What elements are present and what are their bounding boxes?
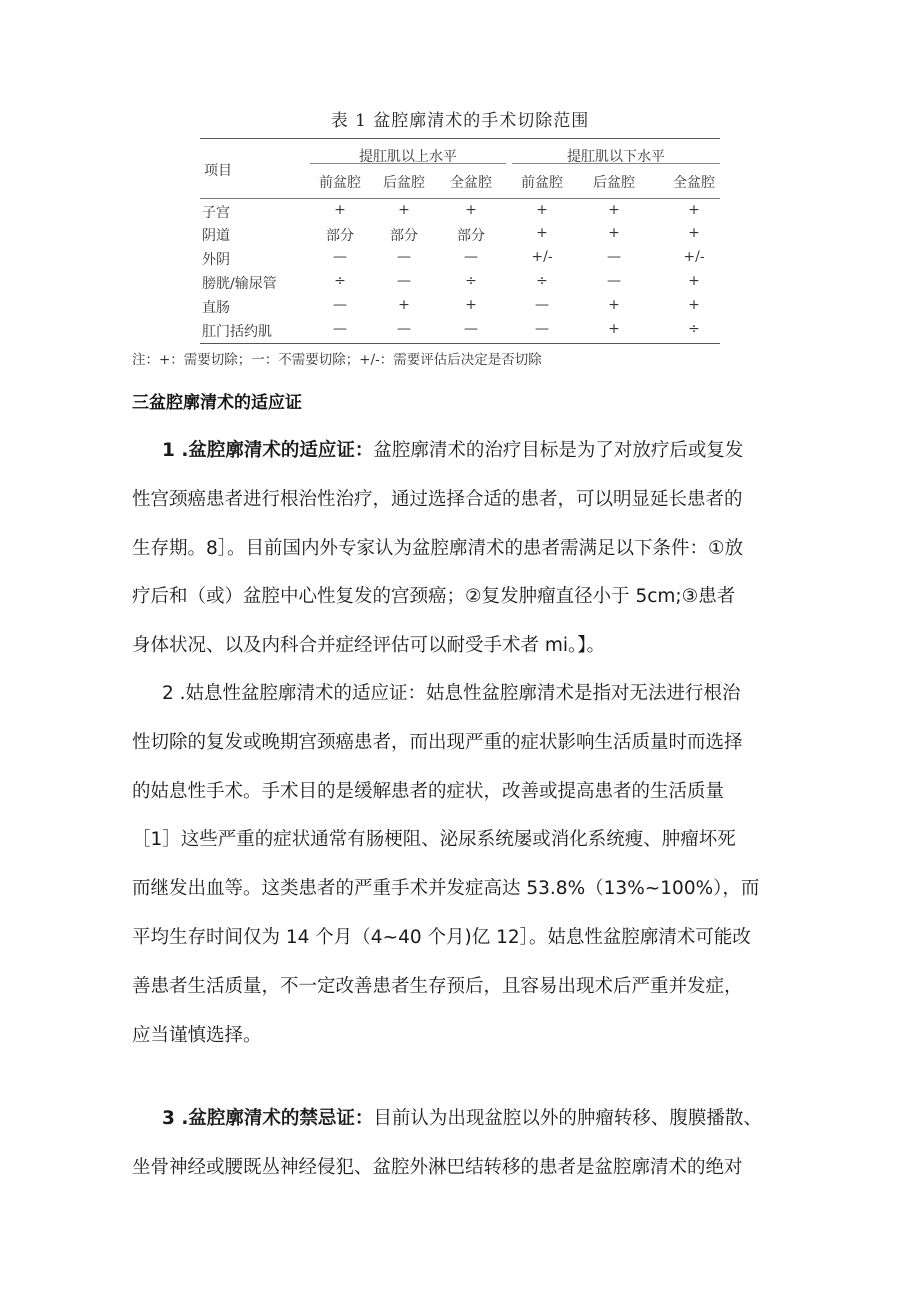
paragraph-lead: 2 .姑息性盆腔廓清术的适应证：	[162, 683, 427, 704]
table-cell: —	[464, 249, 478, 265]
item-header: 项目	[204, 163, 232, 179]
paragraph-line: 身体状况、以及内科合并症经评估可以耐受手术者 mi。】。	[132, 635, 606, 657]
group-header-below: 提肛肌以下水平	[567, 149, 665, 165]
row-label: 外阴	[202, 252, 230, 268]
paragraph-line: 善患者生活质量，不一定改善患者生存预后，且容易出现术后严重并发症，	[132, 975, 743, 997]
row-label: 子宫	[202, 205, 230, 221]
table-cell: —	[607, 249, 621, 265]
paragraph-line	[132, 1095, 804, 1144]
paragraph-line: 应当谨慎选择。	[132, 1024, 262, 1046]
section-heading: 三盆腔廓清术的适应证	[132, 393, 302, 413]
paragraph-text: 盆腔廓清术的治疗目标是为了对放疗后或复发	[373, 440, 744, 461]
table-cell: +	[688, 202, 700, 218]
table-note: 注：+：需要切除；一：不需要切除；+/-：需要评估后决定是否切除	[132, 352, 542, 368]
paragraph-line: 性切除的复发或晚期宫颈癌患者，而出现严重的症状影响生活质量时而选择	[132, 731, 743, 753]
row-label: 膀胱/输尿管	[202, 276, 277, 292]
table-cell: +/-	[683, 249, 705, 265]
paragraph-line: ［1］这些严重的症状通常有肠梗阻、泌尿系统屡或消化系统瘦、肿瘤坏死	[132, 829, 736, 851]
group-header-above: 提肛肌以上水平	[359, 149, 457, 165]
column-header: 后盆腔	[593, 175, 635, 191]
table-cell: —	[535, 321, 549, 337]
table-cell: +	[608, 321, 620, 337]
table-cell: +	[536, 202, 548, 218]
table-cell: ÷	[536, 273, 548, 289]
table-cell: ÷	[465, 273, 477, 289]
table-cell: —	[607, 273, 621, 289]
column-header: 前盆腔	[319, 175, 361, 191]
paragraph-line: 平均生存时间仅为 14 个月（4~40 个月)亿 12］。姑息性盆腔廓清术可能改	[132, 926, 751, 948]
column-header: 后盆腔	[383, 175, 425, 191]
table-cell: 部分	[326, 228, 354, 244]
table-title: 表 1 盆腔廓清术的手术切除范围	[330, 111, 590, 131]
table-cell: —	[397, 273, 411, 289]
table-cell: +	[608, 202, 620, 218]
paragraph-line: 生存期。8］。目前国内外专家认为盆腔廓清术的患者需满足以下条件：①放	[132, 537, 744, 559]
paragraph-lead: 1 .盆腔廓清术的适应证：	[162, 440, 374, 461]
paragraph-line: 的姑息性手术。手术目的是缓解患者的症状，改善或提高患者的生活质量	[132, 780, 725, 802]
table-cell: +	[398, 297, 410, 313]
table-cell: +	[688, 225, 700, 241]
table-cell: +	[688, 297, 700, 313]
paragraph-indications	[132, 427, 804, 671]
table-cell: +	[688, 273, 700, 289]
paragraph-line: 性宫颈癌患者进行根治性治疗，通过选择合适的患者，可以明显延长患者的	[132, 488, 743, 510]
table-cell: —	[397, 249, 411, 265]
table-cell: +	[608, 297, 620, 313]
row-label: 肛门括约肌	[202, 324, 272, 340]
table-cell: ÷	[334, 273, 346, 289]
column-header: 全盆腔	[673, 175, 715, 191]
table-top-rule	[200, 138, 720, 139]
table-cell: +	[536, 225, 548, 241]
paragraph-palliative	[132, 670, 804, 1060]
table-cell: —	[333, 297, 347, 313]
column-header: 前盆腔	[521, 175, 563, 191]
paragraph-text: 目前认为出现盆腔以外的肿瘤转移、腹膜播散、	[373, 1108, 762, 1129]
paragraph-line: 疗后和（或）盆腔中心性复发的宫颈癌；②复发肿瘤直径小于 5cm;③患者	[132, 586, 736, 608]
table-cell: —	[535, 297, 549, 313]
table-cell: +/-	[531, 249, 553, 265]
column-header: 全盆腔	[450, 175, 492, 191]
table-bottom-rule	[200, 343, 720, 344]
table-cell: +	[465, 202, 477, 218]
table-header-rule	[200, 198, 720, 199]
paragraph-line: 而继发出血等。这类患者的严重手术并发症高达 53.8%（13%~100%），而	[132, 878, 760, 900]
table-cell: —	[333, 321, 347, 337]
paragraph-line	[132, 427, 804, 476]
row-label: 阴道	[202, 228, 230, 244]
paragraph-contraindications	[132, 1095, 804, 1193]
table-cell: +	[465, 297, 477, 313]
paragraph-line	[132, 670, 804, 719]
row-label: 直肠	[202, 300, 230, 316]
paragraph-text: 姑息性盆腔廓清术是指对无法进行根治	[426, 683, 741, 704]
table-cell: +	[398, 202, 410, 218]
table-cell: ÷	[688, 321, 700, 337]
paragraph-lead: 3 .盆腔廓清术的禁忌证：	[162, 1108, 374, 1129]
table-cell: +	[608, 225, 620, 241]
table-cell: 部分	[390, 228, 418, 244]
table-cell: —	[464, 321, 478, 337]
table-cell: +	[334, 202, 346, 218]
table-cell: —	[333, 249, 347, 265]
table-cell: 部分	[457, 228, 485, 244]
paragraph-line: 坐骨神经或腰既丛神经侵犯、盆腔外淋巴结转移的患者是盆腔廓清术的绝对	[132, 1156, 743, 1178]
table-cell: —	[397, 321, 411, 337]
